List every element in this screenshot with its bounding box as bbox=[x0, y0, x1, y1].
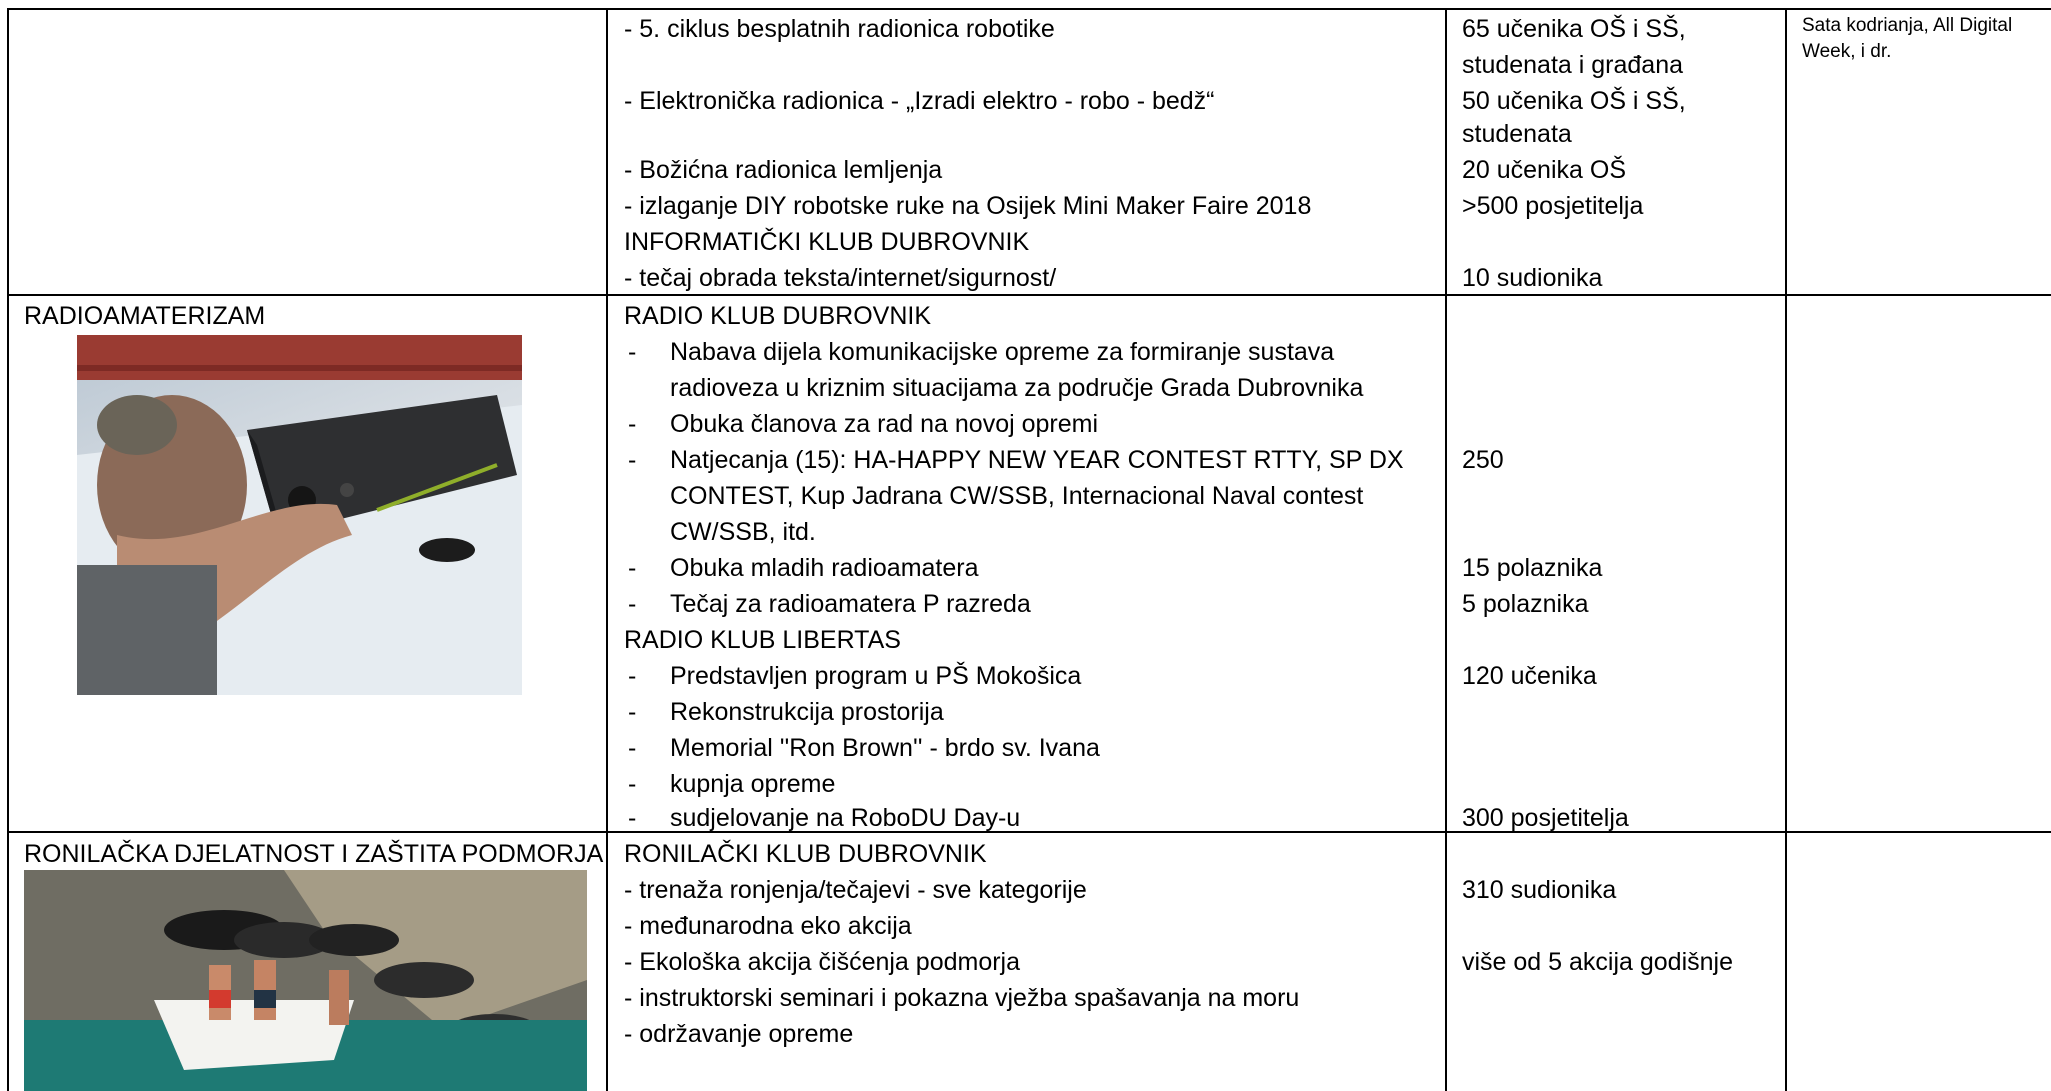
club-name: RADIO KLUB LIBERTAS bbox=[624, 626, 901, 654]
table-border-left bbox=[7, 8, 9, 1091]
bullet-dash: - bbox=[628, 446, 637, 474]
activity-line: Memorial ''Ron Brown'' - brdo sv. Ivana bbox=[670, 734, 1100, 762]
column-divider bbox=[1785, 8, 1787, 1091]
club-name: INFORMATIČKI KLUB DUBROVNIK bbox=[624, 228, 1030, 256]
participant-count: 120 učenika bbox=[1462, 662, 1597, 690]
bullet-dash: - bbox=[628, 338, 637, 366]
bullet-dash: - bbox=[628, 410, 637, 438]
diving-club-photo bbox=[24, 870, 587, 1091]
bullet-dash: - bbox=[628, 662, 637, 690]
activity-line: - međunarodna eko akcija bbox=[624, 912, 912, 940]
participant-count: 5 polaznika bbox=[1462, 590, 1589, 618]
activity-line: kupnja opreme bbox=[670, 770, 836, 798]
activity-line: CONTEST, Kup Jadrana CW/SSB, Internacional Naval contest bbox=[670, 482, 1364, 510]
activity-line: Rekonstrukcija prostorija bbox=[670, 698, 944, 726]
activity-line: Obuka mladih radioamatera bbox=[670, 554, 979, 582]
activity-line: Obuka članova za rad na novoj opremi bbox=[670, 410, 1099, 438]
participant-count: 20 učenika OŠ bbox=[1462, 156, 1626, 184]
participant-count: studenata bbox=[1462, 120, 1572, 148]
row-divider bbox=[7, 831, 2051, 833]
activity-line: - instruktorski seminari i pokazna vježba spašavanja na moru bbox=[624, 984, 1300, 1012]
participant-count: 50 učenika OŠ i SŠ, bbox=[1462, 87, 1686, 115]
participant-count: 15 polaznika bbox=[1462, 554, 1603, 582]
participant-count: 65 učenika OŠ i SŠ, bbox=[1462, 15, 1686, 43]
participant-count: studenata i građana bbox=[1462, 51, 1684, 79]
club-name: RADIO KLUB DUBROVNIK bbox=[624, 302, 932, 330]
activity-line: Nabava dijela komunikacijske opreme za formiranje sustava bbox=[670, 338, 1335, 366]
activity-line: - Božićna radionica lemljenja bbox=[624, 156, 943, 184]
activity-line: CW/SSB, itd. bbox=[670, 518, 816, 546]
participant-count: 10 sudionika bbox=[1462, 264, 1603, 292]
radio-operator-photo bbox=[77, 335, 522, 695]
column-divider bbox=[606, 8, 608, 1091]
note-line: Week, i dr. bbox=[1802, 41, 1892, 62]
category-label: RADIOAMATERIZAM bbox=[24, 302, 266, 330]
bullet-dash: - bbox=[628, 770, 637, 798]
activity-line: Predstavljen program u PŠ Mokošica bbox=[670, 662, 1082, 690]
participant-count: 250 bbox=[1462, 446, 1504, 474]
participant-count: >500 posjetitelja bbox=[1462, 192, 1644, 220]
activity-line: Tečaj za radioamatera P razreda bbox=[670, 590, 1031, 618]
activity-line: - Ekološka akcija čišćenja podmorja bbox=[624, 948, 1021, 976]
activity-line: sudjelovanje na RoboDU Day-u bbox=[670, 804, 1021, 832]
activity-line: - Elektronička radionica - „Izradi elektro - robo - bedž“ bbox=[624, 87, 1215, 115]
participant-count: 300 posjetitelja bbox=[1462, 804, 1629, 832]
activity-line: - izlaganje DIY robotske ruke na Osijek Mini Maker Faire 2018 bbox=[624, 192, 1312, 220]
club-name: RONILAČKI KLUB DUBROVNIK bbox=[624, 840, 987, 868]
participant-count: više od 5 akcija godišnje bbox=[1462, 948, 1733, 976]
category-label: RONILAČKA DJELATNOST I ZAŠTITA PODMORJA bbox=[24, 840, 604, 868]
note-line: Sata kodrianja, All Digital bbox=[1802, 15, 2013, 36]
bullet-dash: - bbox=[628, 554, 637, 582]
bullet-dash: - bbox=[628, 734, 637, 762]
activity-line: - 5. ciklus besplatnih radionica robotike bbox=[624, 15, 1055, 43]
activity-line: - održavanje opreme bbox=[624, 1020, 854, 1048]
activity-line: - tečaj obrada teksta/internet/sigurnost/ bbox=[624, 264, 1057, 292]
participant-count: 310 sudionika bbox=[1462, 876, 1617, 904]
activity-line: Natjecanja (15): HA-HAPPY NEW YEAR CONTEST RTTY, SP DX bbox=[670, 446, 1404, 474]
bullet-dash: - bbox=[628, 804, 637, 832]
bullet-dash: - bbox=[628, 590, 637, 618]
activity-line: radioveza u kriznim situacijama za područje Grada Dubrovnika bbox=[670, 374, 1364, 402]
bullet-dash: - bbox=[628, 698, 637, 726]
activity-line: - trenaža ronjenja/tečajevi - sve kategorije bbox=[624, 876, 1087, 904]
column-divider bbox=[1445, 8, 1447, 1091]
table-border-top bbox=[7, 8, 2051, 10]
